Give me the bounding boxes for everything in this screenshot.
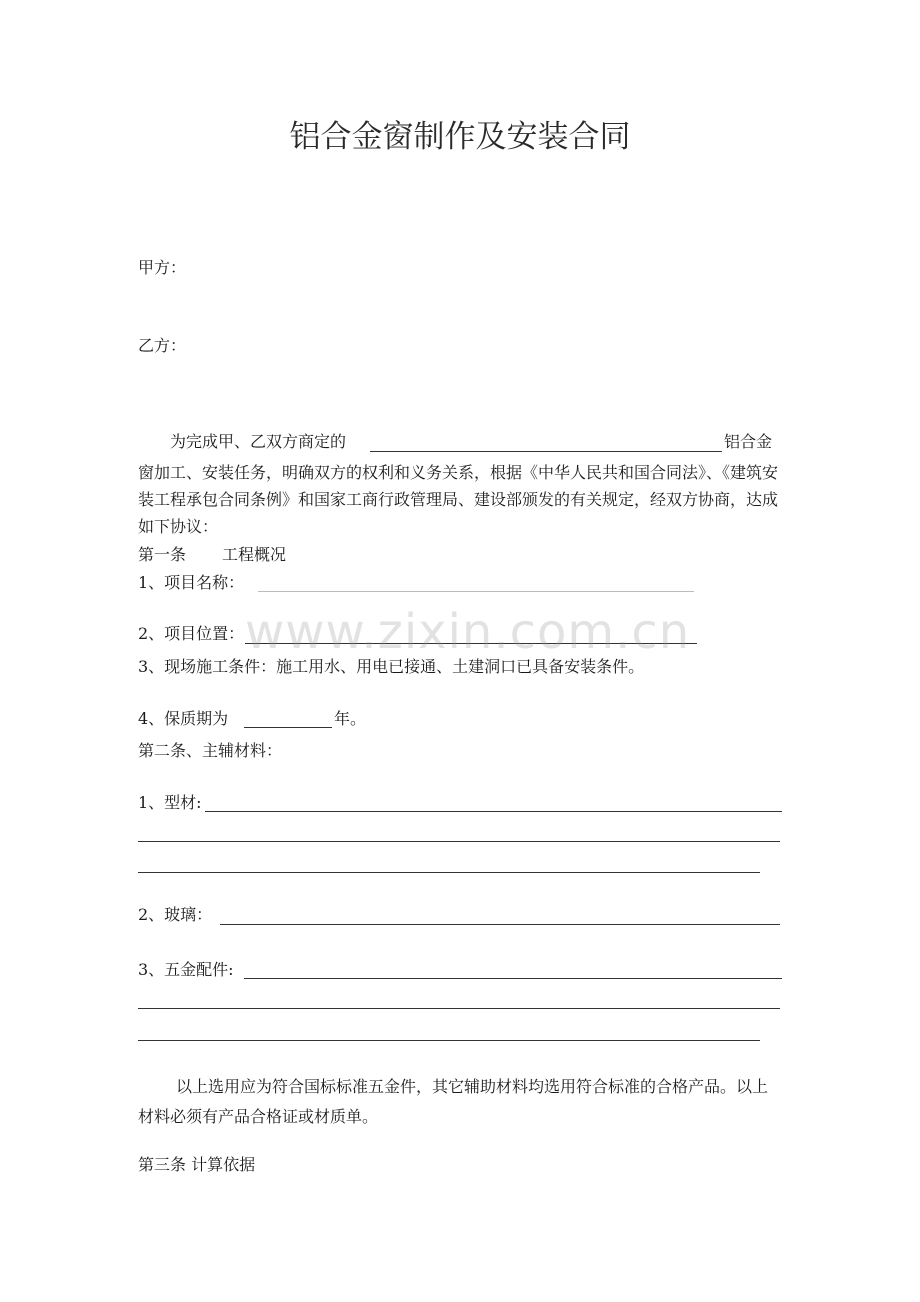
profile-line-2 — [138, 841, 780, 842]
article3-heading: 第三条 计算依据 — [138, 1155, 256, 1174]
hardware-line-3 — [138, 1040, 760, 1041]
party-b-label: 乙方： — [138, 336, 187, 355]
contract-title: 铝合金窗制作及安装合同 — [289, 119, 631, 155]
project-blank-line — [370, 451, 722, 452]
warranty-prefix: 4、保质期为 — [138, 709, 229, 728]
party-a-label: 甲方： — [138, 258, 187, 277]
profile-line-3 — [138, 872, 760, 873]
article2-heading: 第二条、主辅材料： — [138, 741, 283, 760]
intro-paragraph: 窗加工、安装任务，明确双方的权利和义务关系，根据《中华人民共和国合同法》、《建筑安装工程承包合同条例》和国家工商行政管理局、建设部颁发的有关规定，经双方协商，达成如下协议： — [138, 463, 779, 536]
project-name-label: 1、项目名称： — [138, 573, 245, 592]
hardware-label: 3、五金配件: — [138, 960, 234, 979]
article1-heading-title: 工程概况 — [222, 545, 287, 564]
materials-note: 以上选用应为符合国标标准五金件，其它辅助材料均选用符合标准的合格产品。以上材料必须有产品合格证或材质单。 — [138, 1077, 769, 1126]
intro-prefix: 为完成甲、乙双方商定的 — [170, 432, 347, 451]
watermark: www.zixin.com.cn — [245, 604, 691, 660]
intro-suffix: 铝合金 — [724, 432, 773, 451]
glass-label: 2、玻璃： — [138, 905, 213, 924]
warranty-suffix: 年。 — [334, 709, 367, 728]
hardware-line-1 — [244, 978, 782, 979]
profile-label: 1、型材: — [138, 793, 202, 812]
article1-heading: 第一条 — [138, 545, 187, 564]
project-location-label: 2、项目位置： — [138, 624, 245, 643]
glass-line — [220, 924, 780, 925]
profile-line-1 — [205, 811, 782, 812]
hardware-line-2 — [138, 1008, 780, 1009]
warranty-years-line — [244, 727, 332, 728]
project-name-line — [258, 591, 694, 592]
site-conditions: 3、现场施工条件：施工用水、用电已接通、土建洞口已具备安装条件。 — [138, 657, 645, 676]
